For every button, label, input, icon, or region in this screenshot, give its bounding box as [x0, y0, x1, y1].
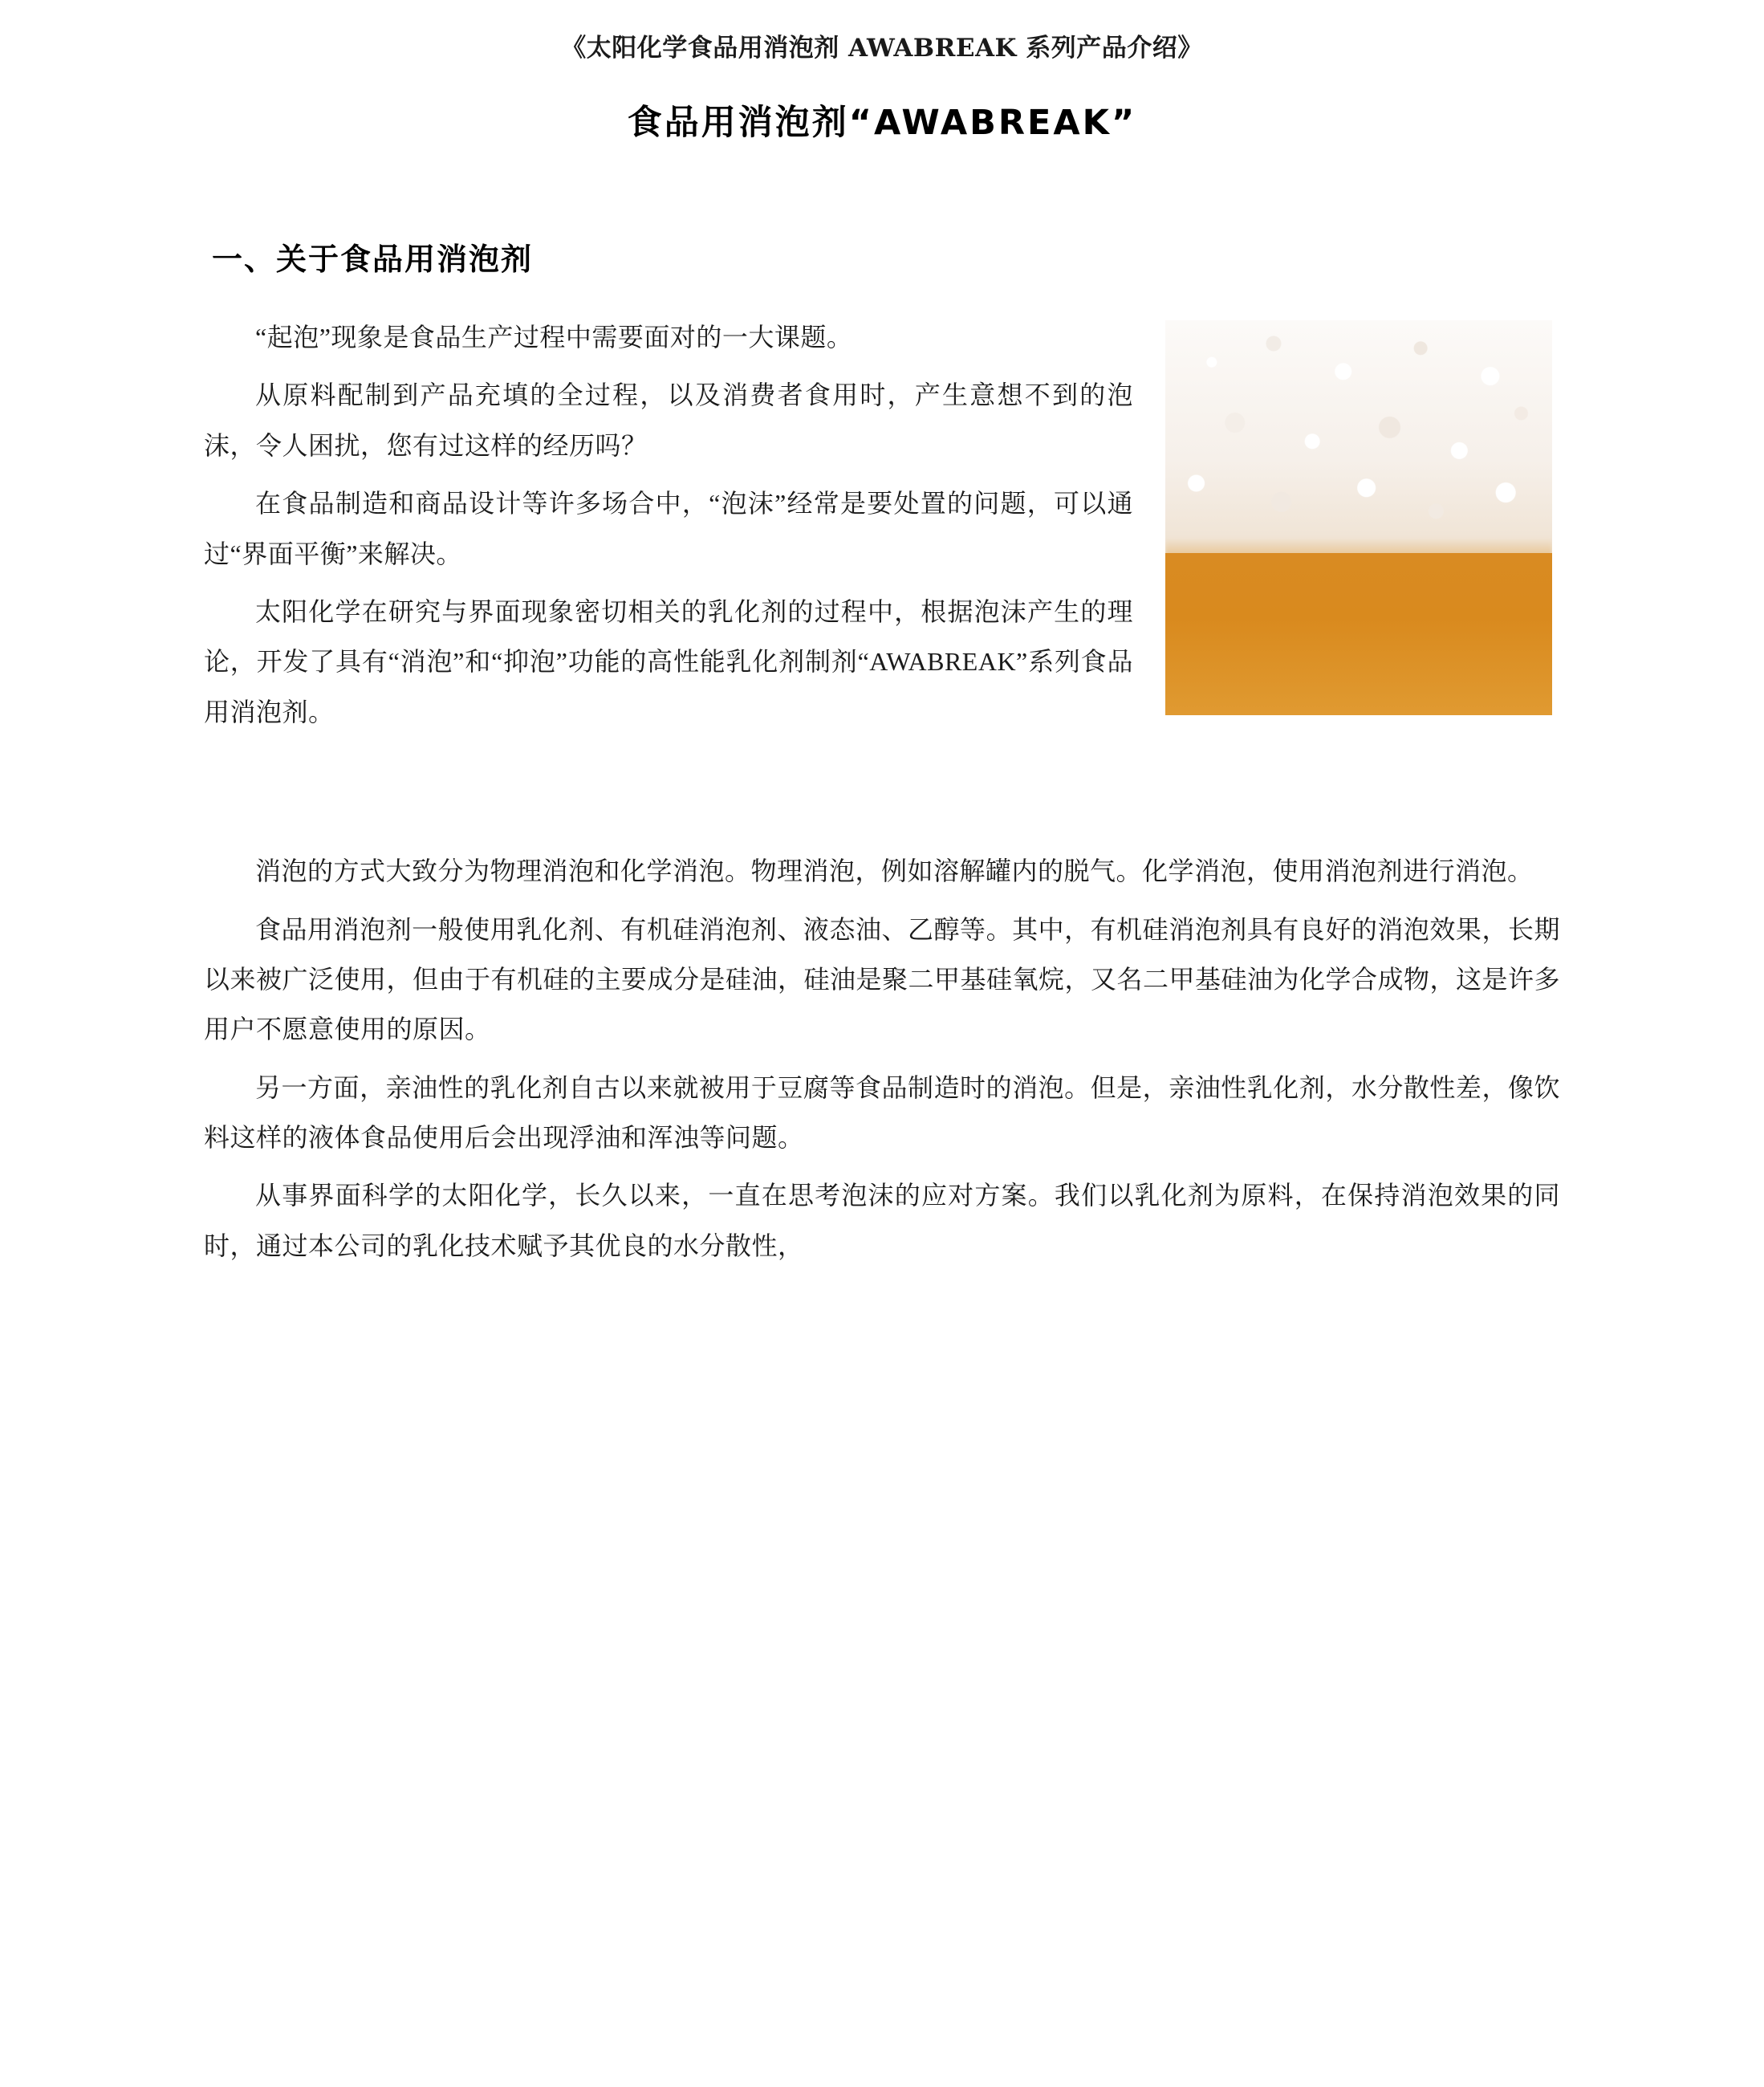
- paragraph-2: 从原料配制到产品充填的全过程，以及消费者食用时，产生意想不到的泡沫，令人困扰，您有过这样的经历吗？: [204, 380, 1133, 460]
- liquid-layer: [1165, 553, 1552, 715]
- paragraph-4: 太阳化学在研究与界面现象密切相关的乳化剂的过程中，根据泡沫产生的理论，开发了具有“消泡”和“抑泡”功能的高性能乳化剂制剂“AWABREAK”系列食品用消泡剂。: [204, 596, 1133, 726]
- foam-photo: [1165, 320, 1552, 715]
- paragraph-6: 食品用消泡剂一般使用乳化剂、有机硅消泡剂、液态油、乙醇等。其中，有机硅消泡剂具有良好的消泡效果，长期以来被广泛使用，但由于有机硅的主要成分是硅油，硅油是聚二甲基硅氧烷，又名二甲基硅油为化学合成物，这是许多用户不愿意使用的原因。: [204, 914, 1561, 1044]
- paragraph-1: “起泡”现象是食品生产过程中需要面对的一大课题。: [255, 323, 853, 352]
- foam-layer: [1165, 320, 1552, 553]
- section-heading: 一、关于食品用消泡剂: [212, 242, 534, 277]
- paragraph-3: 在食品制造和商品设计等许多场合中，“泡沫”经常是要处置的问题，可以通过“界面平衡”来解决。: [204, 489, 1133, 568]
- document-body: [204, 144, 1560, 1271]
- paragraph-8: 从事界面科学的太阳化学，长久以来，一直在思考泡沫的应对方案。我们以乳化剂为原料，在保持消泡效果的同时，通过本公司的乳化技术赋予其优良的水分散性，: [204, 1181, 1560, 1260]
- page-title: 食品用消泡剂“AWABREAK”: [627, 103, 1137, 143]
- paragraph-7: 另一方面，亲油性的乳化剂自古以来就被用于豆腐等食品制造时的消泡。但是，亲油性乳化剂，水分散性差，像饮料这样的液体食品使用后会出现浮油和浑浊等问题。: [204, 1072, 1560, 1153]
- section-spacer: [204, 745, 1560, 846]
- paragraph-5: 消泡的方式大致分为物理消泡和化学消泡。物理消泡，例如溶解罐内的脱气。化学消泡，使用消泡剂进行消泡。: [255, 856, 1534, 886]
- running-title: 《太阳化学食品用消泡剂 AWABREAK 系列产品介绍》: [561, 34, 1203, 63]
